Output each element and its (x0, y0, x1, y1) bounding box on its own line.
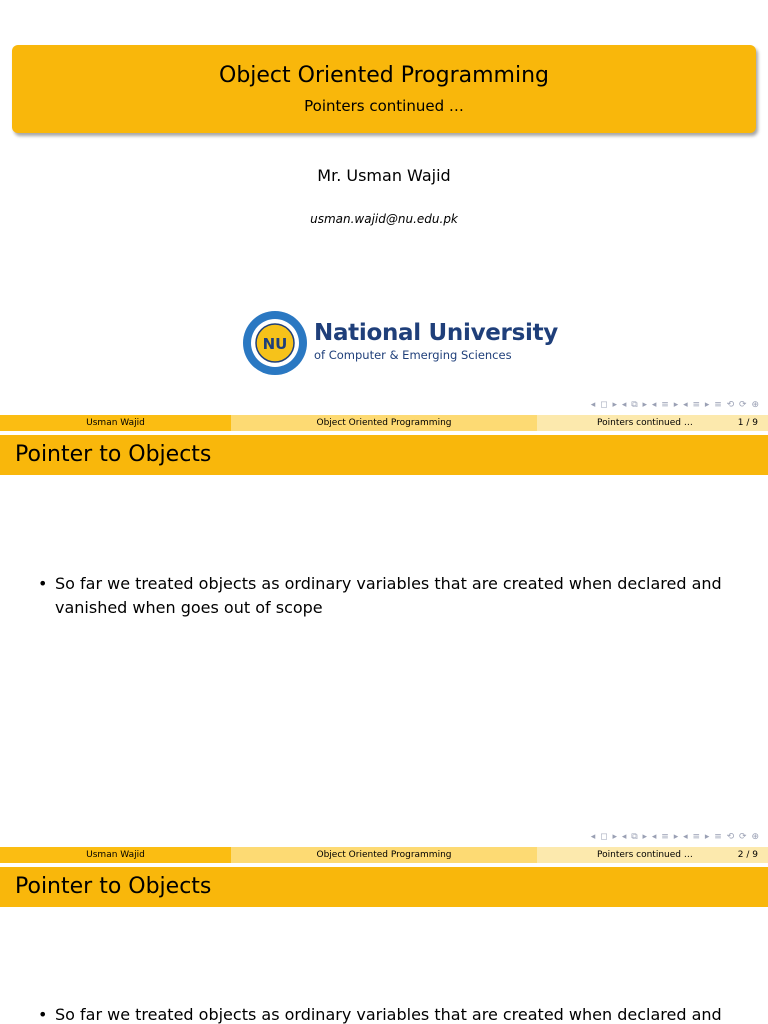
logo-name: National University (314, 320, 558, 346)
bullet-text: So far we treated objects as ordinary variables that are created when declared and (55, 1005, 722, 1024)
author-name: Mr. Usman Wajid (317, 166, 451, 185)
footer-author: Usman Wajid (0, 847, 231, 863)
frame-title: Pointer to Objects (15, 442, 212, 467)
university-seal-icon (242, 310, 308, 376)
frame-title: Pointer to Objects (15, 874, 212, 899)
bullet-text: So far we treated objects as ordinary variables that are created when declared and vanished when goes out of scope (55, 574, 722, 617)
frame-title-bar (0, 867, 768, 907)
footer-course: Object Oriented Programming (231, 415, 537, 431)
bullet-icon: • (38, 574, 48, 593)
beamer-navigation[interactable]: ◂ ◻ ▸ ◂ ⧉ ▸ ◂ ≡ ▸ ◂ ≡ ▸ ≡ ⟲ ⟳ ⊕ (590, 832, 760, 842)
slide-footer (0, 415, 768, 431)
footer-page-number: 1 / 9 (737, 418, 758, 428)
beamer-navigation[interactable]: ◂ ◻ ▸ ◂ ⧉ ▸ ◂ ≡ ▸ ◂ ≡ ▸ ≡ ⟲ ⟳ ⊕ (590, 400, 760, 410)
list-item (38, 572, 738, 622)
slide-footer (0, 847, 768, 863)
seal-letters: NU (262, 335, 288, 353)
footer-topic-section (537, 847, 768, 863)
title-box (12, 45, 756, 133)
presentation-subtitle: Pointers continued … (304, 97, 464, 115)
frame-title-bar (0, 435, 768, 475)
footer-course: Object Oriented Programming (231, 847, 537, 863)
footer-topic: Pointers continued … (597, 850, 693, 860)
university-logo (242, 308, 558, 378)
footer-author: Usman Wajid (0, 415, 231, 431)
logo-tagline: of Computer & Emerging Sciences (314, 348, 512, 362)
list-item (38, 1003, 738, 1024)
footer-topic-section (537, 415, 768, 431)
bullet-icon: • (38, 1005, 48, 1024)
author-email: usman.wajid@nu.edu.pk (310, 212, 458, 226)
presentation-title: Object Oriented Programming (219, 63, 549, 88)
footer-page-number: 2 / 9 (737, 850, 758, 860)
footer-topic: Pointers continued … (597, 418, 693, 428)
